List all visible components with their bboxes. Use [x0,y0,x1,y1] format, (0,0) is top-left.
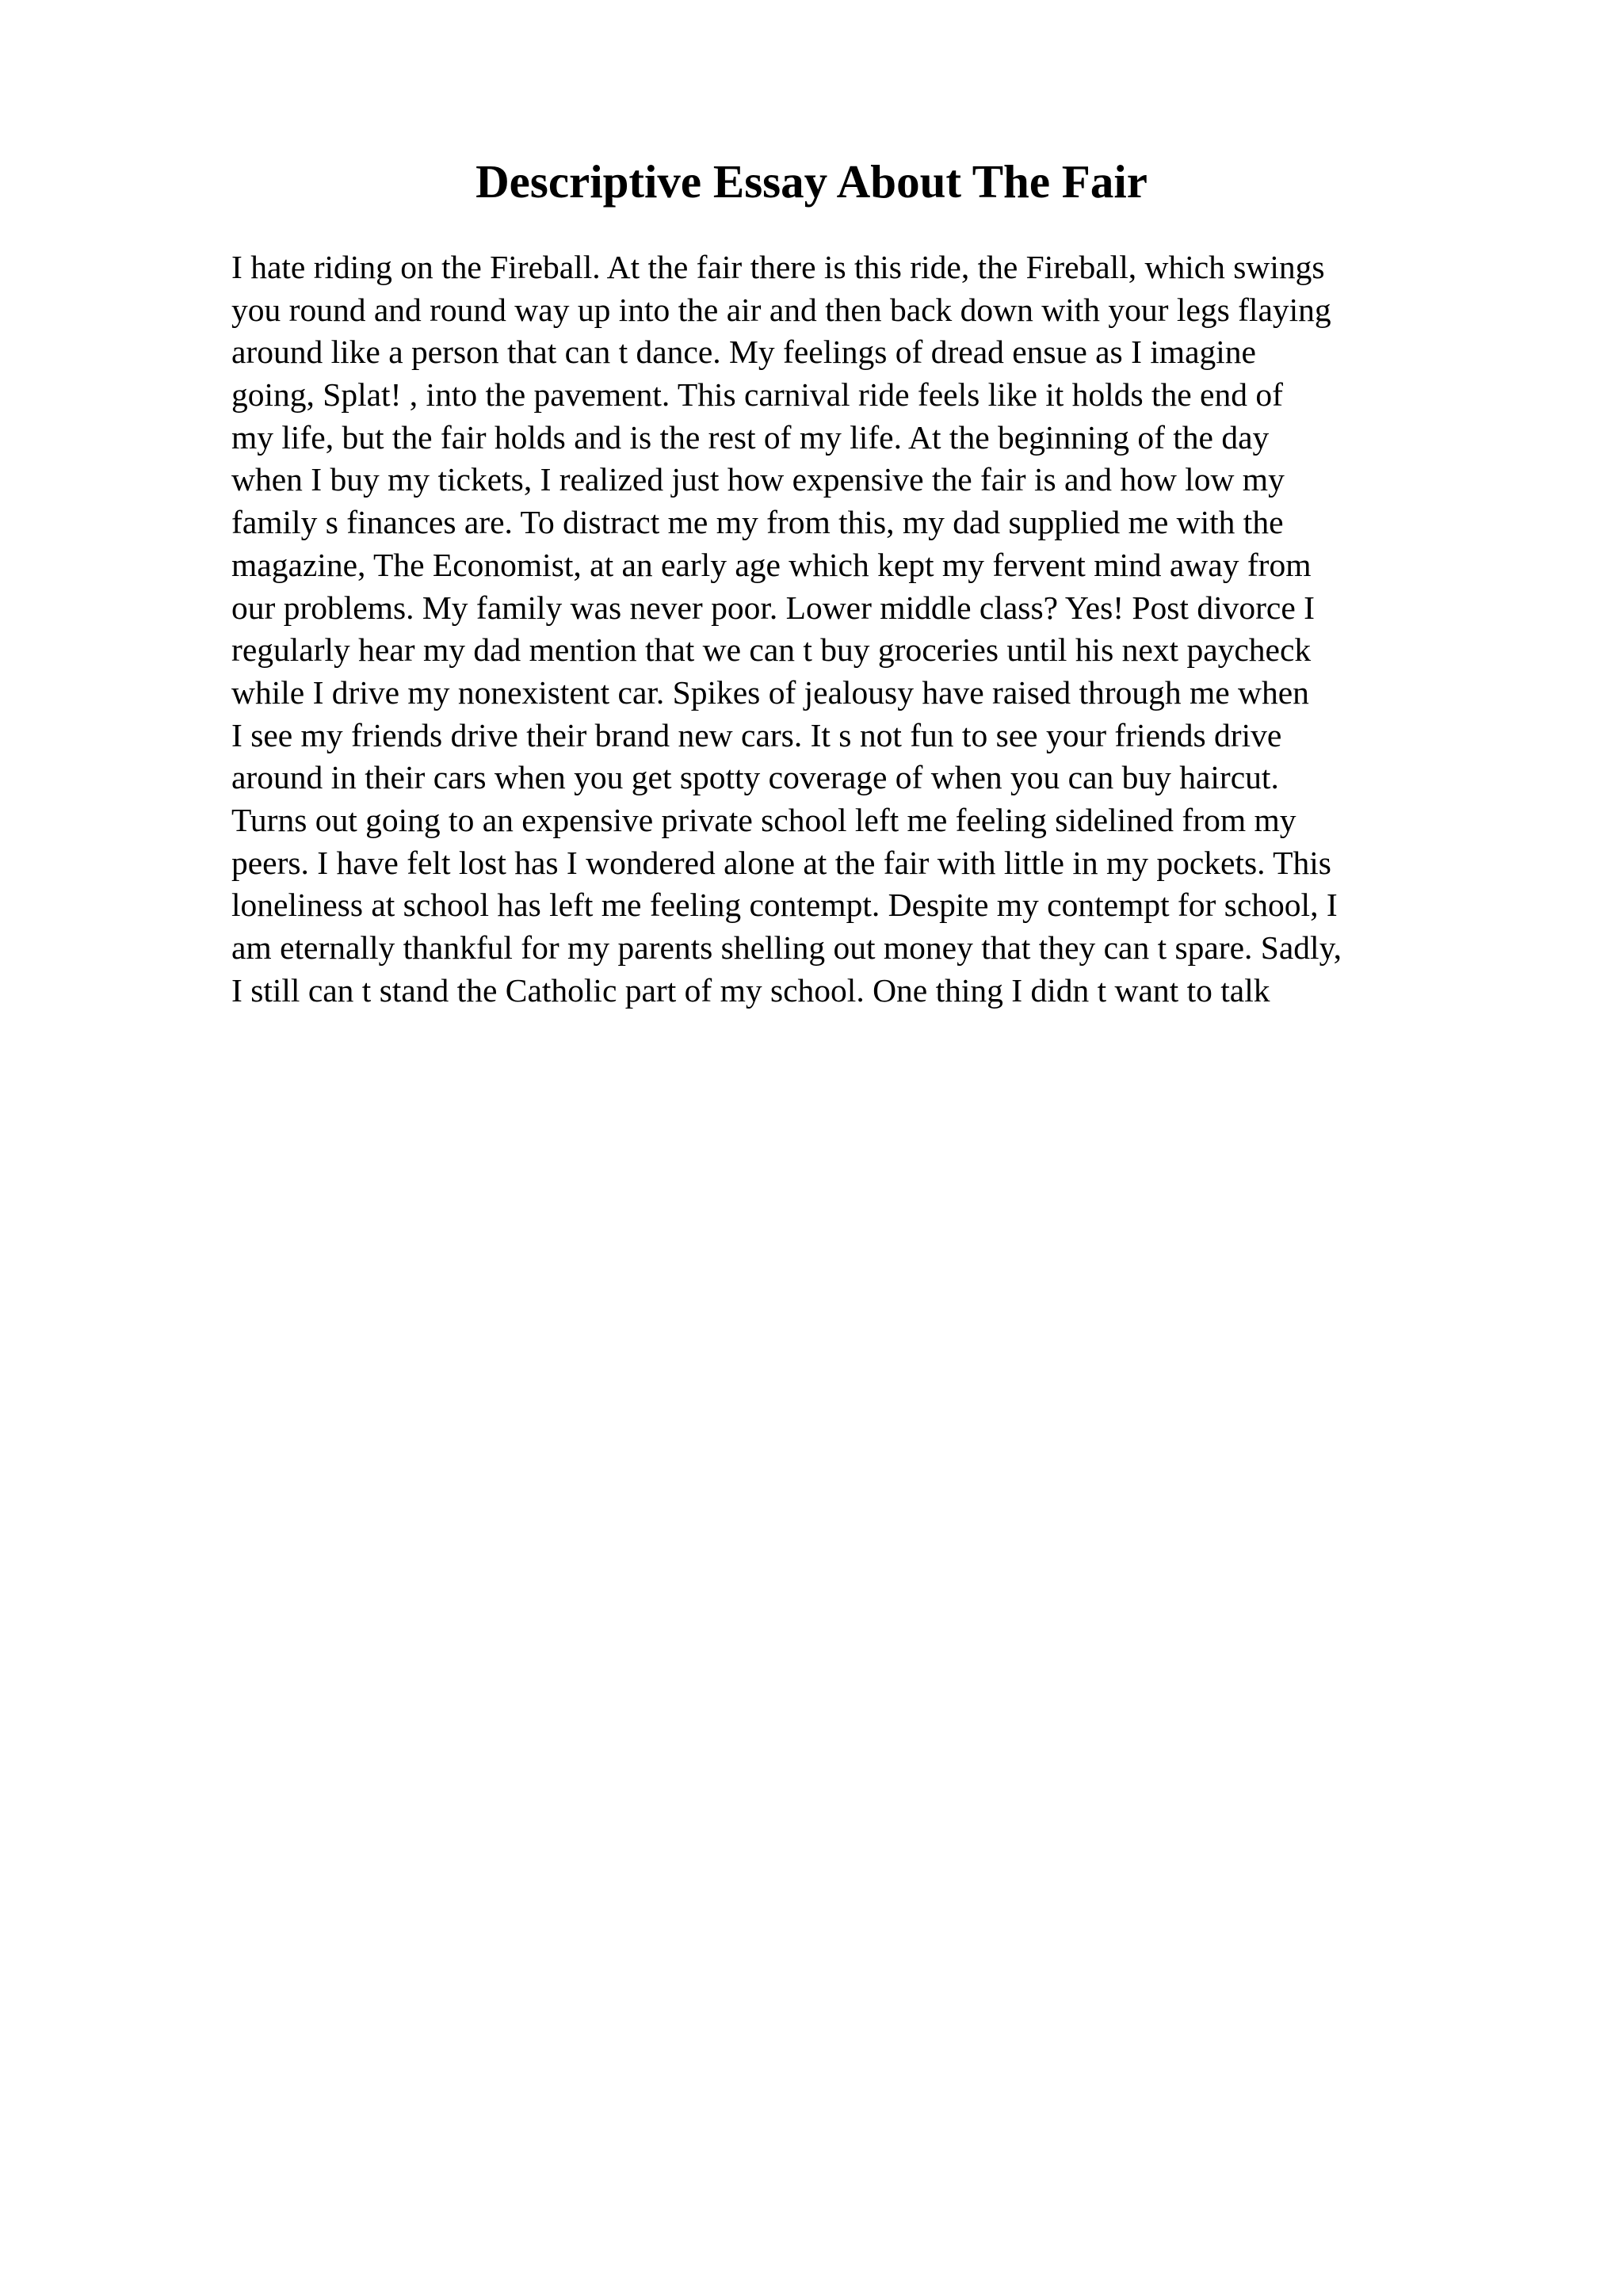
essay-line: I still can t stand the Catholic part of my school. One thing I didn t want to talk [231,971,1270,1009]
essay-line: my life, but the fair holds and is the rest of my life. At the beginning of the day [231,418,1270,456]
essay-line: going, Splat! , into the pavement. This carnival ride feels like it holds the end of [231,376,1283,414]
essay-line: peers. I have felt lost has I wondered alone at the fair with little in my pockets. This [231,844,1331,881]
essay-line: while I drive my nonexistent car. Spikes of jealousy have raised through me when [231,673,1309,711]
essay-line: our problems. My family was never poor. Lower middle class? Yes! Post divorce I [231,589,1315,626]
essay-line: loneliness at school has left me feeling contempt. Despite my contempt for school, I [231,887,1338,924]
essay-line: when I buy my tickets, I realized just how expensive the fair is and how low my [231,461,1285,498]
essay-line: am eternally thankful for my parents shelling out money that they can t spare. Sadly, [231,929,1342,966]
essay-body [231,246,1499,1012]
essay-line: around in their cars when you get spotty coverage of when you can buy haircut. [231,759,1279,796]
document-title: Descriptive Essay About The Fair [475,155,1148,208]
essay-line: family s finances are. To distract me my from this, my dad supplied me with the [231,504,1284,541]
essay-line: I see my friends drive their brand new cars. It s not fun to see your friends drive [231,716,1282,753]
essay-line: Turns out going to an expensive private school left me feeling sidelined from my [231,801,1296,838]
essay-line: magazine, The Economist, at an early age which kept my fervent mind away from [231,546,1312,583]
essay-line: regularly hear my dad mention that we can t buy groceries until his next paycheck [231,631,1312,669]
essay-line: you round and round way up into the air and then back down with your legs flaying [231,291,1331,328]
essay-line: around like a person that can t dance. My feelings of dread ensue as I imagine [231,334,1256,371]
essay-line: I hate riding on the Fireball. At the fair there is this ride, the Fireball, which swings [231,249,1325,285]
